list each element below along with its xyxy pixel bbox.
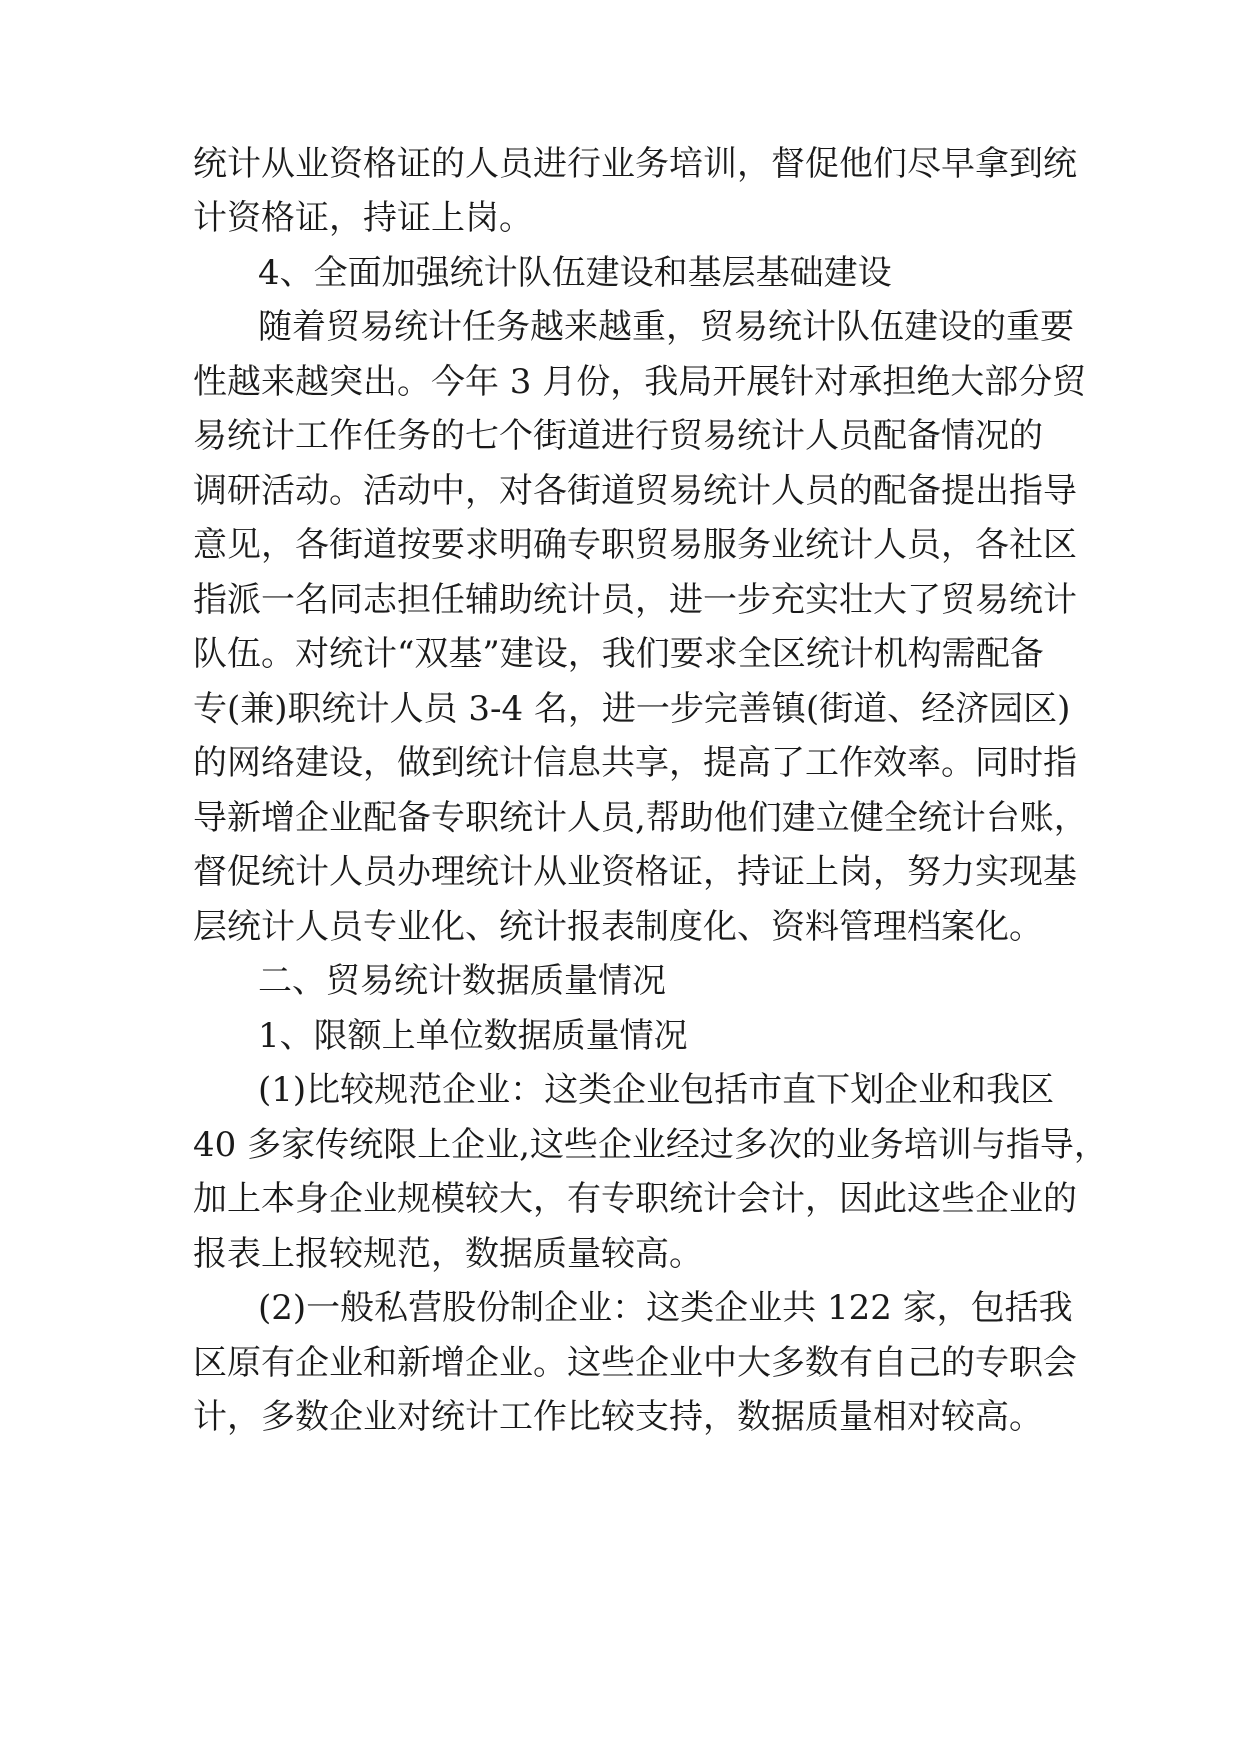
text-line: 随着贸易统计任务越来越重，贸易统计队伍建设的重要 bbox=[258, 307, 1074, 347]
text-line: 报表上报较规范，数据质量较高。 bbox=[193, 1234, 703, 1274]
text-line: 意见，各街道按要求明确专职贸易服务业统计人员，各社区 bbox=[193, 525, 1077, 565]
section-heading: 二、贸易统计数据质量情况 bbox=[258, 961, 666, 1001]
text-line: 的网络建设，做到统计信息共享，提高了工作效率。同时指 bbox=[193, 743, 1077, 783]
section-heading: 4、全面加强统计队伍建设和基层基础建设 bbox=[258, 253, 892, 293]
text-line: 督促统计人员办理统计从业资格证，持证上岗，努力实现基 bbox=[193, 852, 1077, 892]
text-line: 指派一名同志担任辅助统计员，进一步充实壮大了贸易统计 bbox=[193, 580, 1077, 620]
text-line: 区原有企业和新增企业。这些企业中大多数有自己的专职会 bbox=[193, 1343, 1077, 1383]
text-line: 易统计工作任务的七个街道进行贸易统计人员配备情况的 bbox=[193, 416, 1043, 456]
text-line: (1)比较规范企业：这类企业包括市直下划企业和我区 bbox=[258, 1070, 1055, 1110]
text-line: 专(兼)职统计人员 3-4 名，进一步完善镇(街道、经济园区) bbox=[193, 689, 1071, 729]
text-line: 层统计人员专业化、统计报表制度化、资料管理档案化。 bbox=[193, 907, 1043, 947]
text-line: 调研活动。活动中，对各街道贸易统计人员的配备提出指导 bbox=[193, 471, 1077, 511]
text-line: 计资格证，持证上岗。 bbox=[193, 198, 533, 238]
text-line: 统计从业资格证的人员进行业务培训，督促他们尽早拿到统 bbox=[193, 144, 1077, 184]
text-line: 队伍。对统计“双基”建设，我们要求全区统计机构需配备 bbox=[193, 634, 1044, 674]
text-line: (2)一般私营股份制企业：这类企业共 122 家，包括我 bbox=[258, 1288, 1073, 1328]
text-line: 计，多数企业对统计工作比较支持，数据质量相对较高。 bbox=[193, 1397, 1043, 1437]
text-line: 40 多家传统限上企业,这些企业经过多次的业务培训与指导， bbox=[193, 1125, 1108, 1165]
text-line: 性越来越突出。今年 3 月份，我局开展针对承担绝大部分贸 bbox=[193, 362, 1087, 402]
text-line: 加上本身企业规模较大，有专职统计会计，因此这些企业的 bbox=[193, 1179, 1077, 1219]
subsection-heading: 1、限额上单位数据质量情况 bbox=[258, 1016, 688, 1056]
text-line: 导新增企业配备专职统计人员,帮助他们建立健全统计台账， bbox=[193, 798, 1088, 838]
